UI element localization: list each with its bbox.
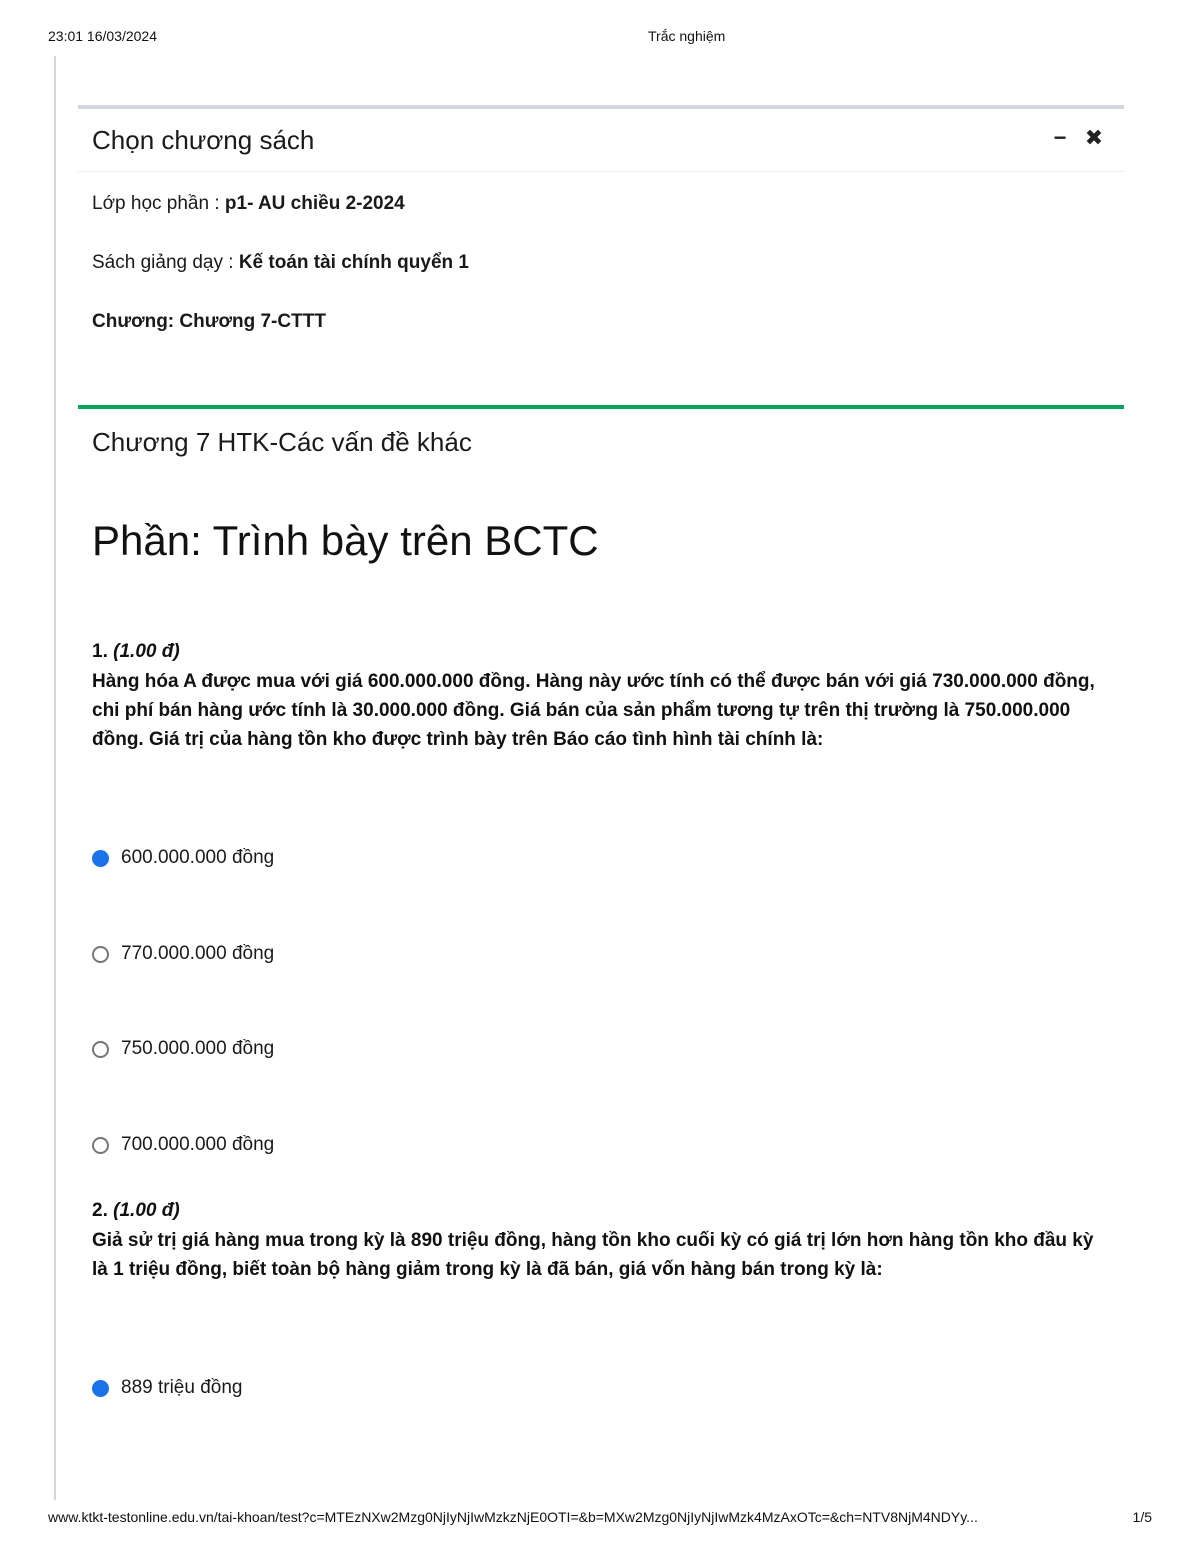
book-label: Sách giảng dạy : [92, 252, 239, 273]
question-1-text: Hàng hóa A được mua với giá 600.000.000 đồng. Hàng này ước tính có thể được bán với giá 730.000.000 đồng, chi phí bán hàng ước tính là 30.000.000 đồng. Giá bán của sản phẩm tương tự trên thị trường là 750.000.000 đồng. Giá trị của hàng tồn kho được trình bày trên Báo cáo tình hình tài chính là: [92, 671, 1095, 750]
section-title: Phần: Trình bày trên BCTC [92, 517, 599, 564]
print-header [48, 28, 1152, 48]
minimize-icon[interactable]: − [1053, 125, 1067, 150]
print-doc-title: Trắc nghiệm [648, 28, 726, 44]
question-1-option-4[interactable] [92, 1134, 274, 1156]
book-value: Kế toán tài chính quyển 1 [238, 252, 469, 273]
question-2-option-1[interactable] [92, 1377, 243, 1399]
book-info [92, 252, 469, 274]
question-points: (1.00 đ) [113, 1200, 180, 1221]
radio-checked-icon[interactable] [92, 850, 109, 867]
class-value: p1- AU chiều 2-2024 [224, 193, 405, 214]
question-2-text: Giả sử trị giá hàng mua trong kỳ là 890 triệu đồng, hàng tồn kho cuối kỳ có giá trị lớn hơn hàng tồn kho đầu kỳ là 1 triệu đồng, biết toàn bộ hàng giảm trong kỳ là đã bán, giá vốn hàng bán trong kỳ là: [92, 1230, 1094, 1280]
chapter-info [92, 311, 326, 333]
radio-unchecked-icon[interactable] [92, 946, 109, 963]
question-1-option-2[interactable] [92, 943, 274, 965]
radio-unchecked-icon[interactable] [92, 1041, 109, 1058]
question-1-option-3[interactable] [92, 1038, 274, 1060]
option-label: 750.000.000 đồng [121, 1038, 275, 1059]
question-1-option-1[interactable] [92, 847, 274, 869]
page-url: www.ktkt-testonline.edu.vn/tai-khoan/test?c=MTEzNXw2Mzg0NjIyNjIwMzkzNjE0OTI=&b=MXw2Mzg0NjIyNjIwMzk4MzAxOTc=&ch=NTV8NjM4NDYy... [48, 1509, 978, 1525]
book-panel-title: Chọn chương sách [92, 125, 315, 155]
page-number: 1/5 [1132, 1509, 1152, 1525]
option-label: 889 triệu đồng [121, 1377, 243, 1398]
question-2-header [92, 1200, 180, 1222]
class-label: Lớp học phần : [92, 193, 225, 214]
chapter-panel [78, 405, 1124, 589]
book-panel-header [78, 109, 1124, 172]
radio-unchecked-icon[interactable] [92, 1137, 109, 1154]
question-number: 1. [92, 641, 108, 662]
page-left-rule [54, 56, 56, 1500]
chapter-title: Chương 7 HTK-Các vấn đề khác [92, 427, 472, 457]
option-label: 700.000.000 đồng [121, 1134, 275, 1155]
close-icon[interactable]: ✖ [1084, 125, 1104, 150]
radio-checked-icon[interactable] [92, 1380, 109, 1397]
question-1-header [92, 641, 180, 663]
print-footer [48, 1509, 1152, 1529]
question-points: (1.00 đ) [113, 641, 180, 662]
chapter-line: Chương: Chương 7-CTTT [92, 311, 326, 332]
print-datetime: 23:01 16/03/2024 [48, 28, 157, 44]
option-label: 600.000.000 đồng [121, 847, 275, 868]
book-selection-panel [78, 105, 1124, 369]
question-number: 2. [92, 1200, 108, 1221]
class-info [92, 193, 405, 215]
option-label: 770.000.000 đồng [121, 943, 275, 964]
